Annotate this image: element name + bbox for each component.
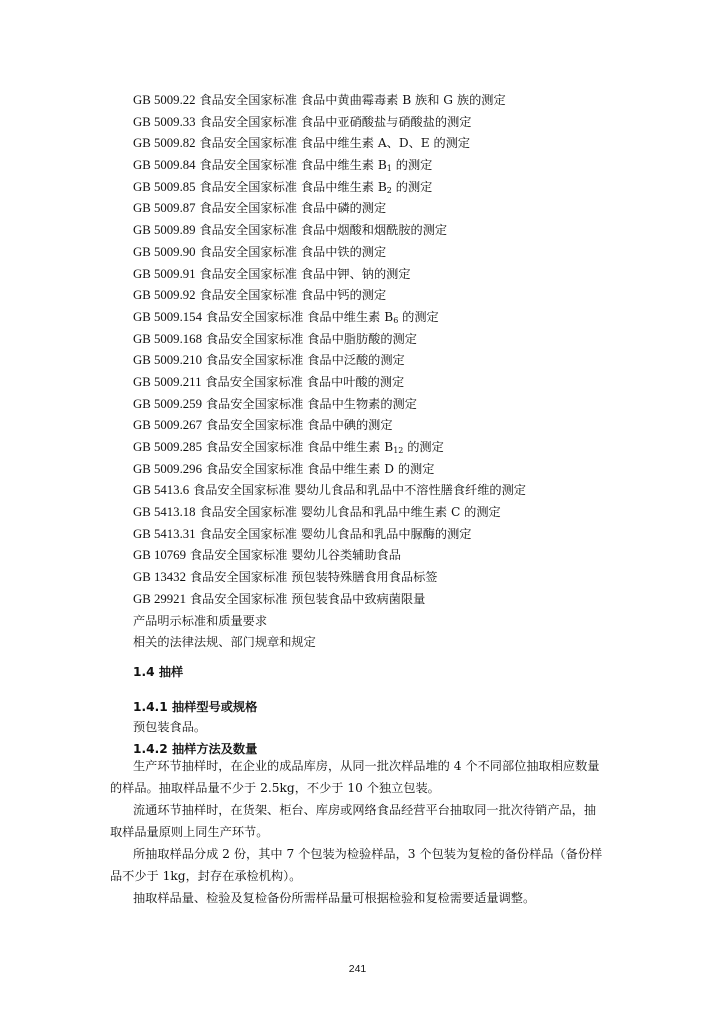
standard-item: [133, 372, 603, 394]
standard-code: GB 5009.85: [133, 179, 196, 194]
standard-title: 食品安全国家标准 食品中铁的测定: [199, 244, 387, 259]
standard-item: [133, 524, 603, 546]
standard-code: GB 5009.91: [133, 266, 196, 281]
standard-code: GB 5009.92: [133, 288, 196, 303]
paragraph-line: 的样品。抽取样品量不少于 2.5kg，不少于 10 个独立包装。: [110, 780, 440, 795]
standard-item: [133, 567, 603, 589]
standard-suffix: 的测定: [395, 158, 433, 173]
standard-title: 食品安全国家标准 食品中叶酸的测定: [205, 374, 405, 389]
standard-title: 食品安全国家标准 食品中维生素 B: [205, 309, 394, 324]
standard-code: GB 5009.259: [133, 396, 202, 411]
standard-title: 食品安全国家标准 食品中维生素 D 的测定: [205, 461, 435, 476]
standard-title: 食品安全国家标准 预包装食品中致病菌限量: [189, 591, 426, 606]
standard-title: 食品安全国家标准 食品中维生素 B: [199, 179, 387, 194]
standard-code: GB 5009.168: [133, 331, 202, 346]
standard-code: GB 5009.33: [133, 114, 196, 129]
standard-item: [133, 264, 603, 286]
standard-code: GB 5009.154: [133, 309, 202, 324]
standard-subscript: 1: [386, 164, 392, 174]
standard-code: GB 5009.89: [133, 223, 196, 238]
section-heading-1-4-2: 1.4.2 抽样方法及数量: [133, 742, 258, 756]
standard-code: GB 5009.87: [133, 201, 196, 216]
standard-title: 食品安全国家标准 预包装特殊膳食用食品标签: [189, 570, 438, 585]
paragraph-line: 抽取样品量、检验及复检备份所需样品量可根据检验和复检需要适量调整。: [133, 891, 536, 905]
paragraph-line: 流通环节抽样时，在货架、柜台、库房或网络食品经营平台抽取同一批次待销产品，抽: [133, 803, 597, 817]
standard-title: 食品安全国家标准 食品中黄曲霉毒素 B 族和 G 族的测定: [199, 93, 506, 107]
standard-code: GB 5009.211: [133, 374, 202, 389]
standard-title: 产品明示标准和质量要求: [133, 613, 268, 628]
standard-code: GB 5009.210: [133, 353, 202, 368]
paragraph-production: [110, 756, 610, 799]
standard-title: 食品安全国家标准 食品中烟酸和烟酰胺的测定: [199, 223, 448, 238]
standard-code: GB 13432: [133, 570, 186, 585]
paragraph-line: 取样品量原则上同生产环节。: [110, 824, 269, 839]
standard-title: 食品安全国家标准 食品中泛酸的测定: [205, 353, 405, 368]
standard-item: [133, 437, 603, 459]
standard-title: 食品安全国家标准 食品中磷的测定: [199, 201, 387, 216]
standard-code: GB 5009.267: [133, 418, 202, 433]
standard-title: 食品安全国家标准 食品中碘的测定: [205, 418, 393, 433]
standard-item: [133, 589, 603, 611]
standard-code: GB 5009.22: [133, 93, 196, 107]
standard-item: [133, 177, 603, 199]
standard-item: [133, 198, 603, 220]
standard-code: GB 5009.82: [133, 136, 196, 151]
standard-item: [133, 394, 603, 416]
standard-title: 食品安全国家标准 食品中钙的测定: [199, 288, 387, 303]
standard-item: [133, 90, 603, 112]
standard-item: [133, 329, 603, 351]
standard-item: [133, 415, 603, 437]
standard-code: GB 5009.90: [133, 244, 196, 259]
standard-subscript: 6: [393, 315, 399, 325]
standard-item: [133, 307, 603, 329]
standard-title: 食品安全国家标准 食品中脂肪酸的测定: [205, 331, 417, 346]
standards-list: [133, 90, 603, 654]
standard-code: GB 5009.84: [133, 158, 196, 173]
section-heading-1-4: 1.4 抽样: [133, 665, 184, 679]
standard-title: 食品安全国家标准 婴幼儿食品和乳品中不溶性膳食纤维的测定: [193, 483, 526, 498]
standard-item: [133, 155, 603, 177]
standard-item: [133, 285, 603, 307]
standard-item: [133, 133, 603, 155]
standard-item: [133, 112, 603, 134]
standard-code: GB 29921: [133, 591, 186, 606]
paragraph-circulation: [110, 800, 610, 843]
standard-title: 食品安全国家标准 食品中维生素 B: [205, 440, 394, 454]
standard-title: 食品安全国家标准 食品中生物素的测定: [205, 396, 417, 411]
standard-title: 食品安全国家标准 食品中钾、钠的测定: [199, 266, 411, 281]
standard-item: [133, 632, 603, 654]
standard-code: GB 5413.6: [133, 483, 190, 498]
standard-subscript: 12: [393, 446, 404, 455]
standard-code: GB 5009.285: [133, 440, 202, 454]
paragraph-adjust: [110, 888, 610, 910]
paragraph-line: 生产环节抽样时，在企业的成品库房，从同一批次样品堆的 4 个不同部位抽取相应数量: [133, 759, 600, 773]
standard-title: 相关的法律法规、部门规章和规定: [133, 635, 316, 650]
standard-item: [133, 459, 603, 481]
standard-item: [133, 611, 603, 633]
standard-suffix: 的测定: [395, 179, 433, 194]
paragraph-line: 品不少于 1kg，封存在承检机构）。: [110, 868, 302, 883]
standard-title: 食品安全国家标准 食品中维生素 A、D、E 的测定: [199, 136, 471, 151]
standard-title: 食品安全国家标准 婴幼儿谷类辅助食品: [189, 548, 401, 563]
standard-code: GB 5413.18: [133, 505, 196, 520]
standard-item: [133, 220, 603, 242]
standard-item: [133, 502, 603, 524]
model-text: 预包装食品。: [133, 720, 207, 734]
standard-item: [133, 242, 603, 264]
standard-title: 食品安全国家标准 食品中维生素 B: [199, 158, 387, 173]
standard-code: GB 10769: [133, 548, 186, 563]
standard-title: 食品安全国家标准 婴幼儿食品和乳品中脲酶的测定: [199, 526, 472, 541]
standard-title: 食品安全国家标准 婴幼儿食品和乳品中维生素 C 的测定: [199, 505, 501, 520]
standard-item: [133, 350, 603, 372]
standard-code: GB 5413.31: [133, 526, 196, 541]
section-heading-1-4-1: 1.4.1 抽样型号或规格: [133, 700, 258, 714]
page-number: 241: [348, 963, 367, 975]
standard-code: GB 5009.296: [133, 461, 202, 476]
paragraph-line: 所抽取样品分成 2 份，其中 7 个包装为检验样品，3 个包装为复检的备份样品（备份样: [133, 847, 603, 861]
paragraph-split: [110, 844, 610, 887]
standard-item: [133, 480, 603, 502]
standard-subscript: 2: [386, 185, 392, 195]
standard-item: [133, 545, 603, 567]
standard-suffix: 的测定: [407, 440, 444, 454]
standard-title: 食品安全国家标准 食品中亚硝酸盐与硝酸盐的测定: [199, 114, 472, 129]
standard-suffix: 的测定: [402, 309, 439, 324]
